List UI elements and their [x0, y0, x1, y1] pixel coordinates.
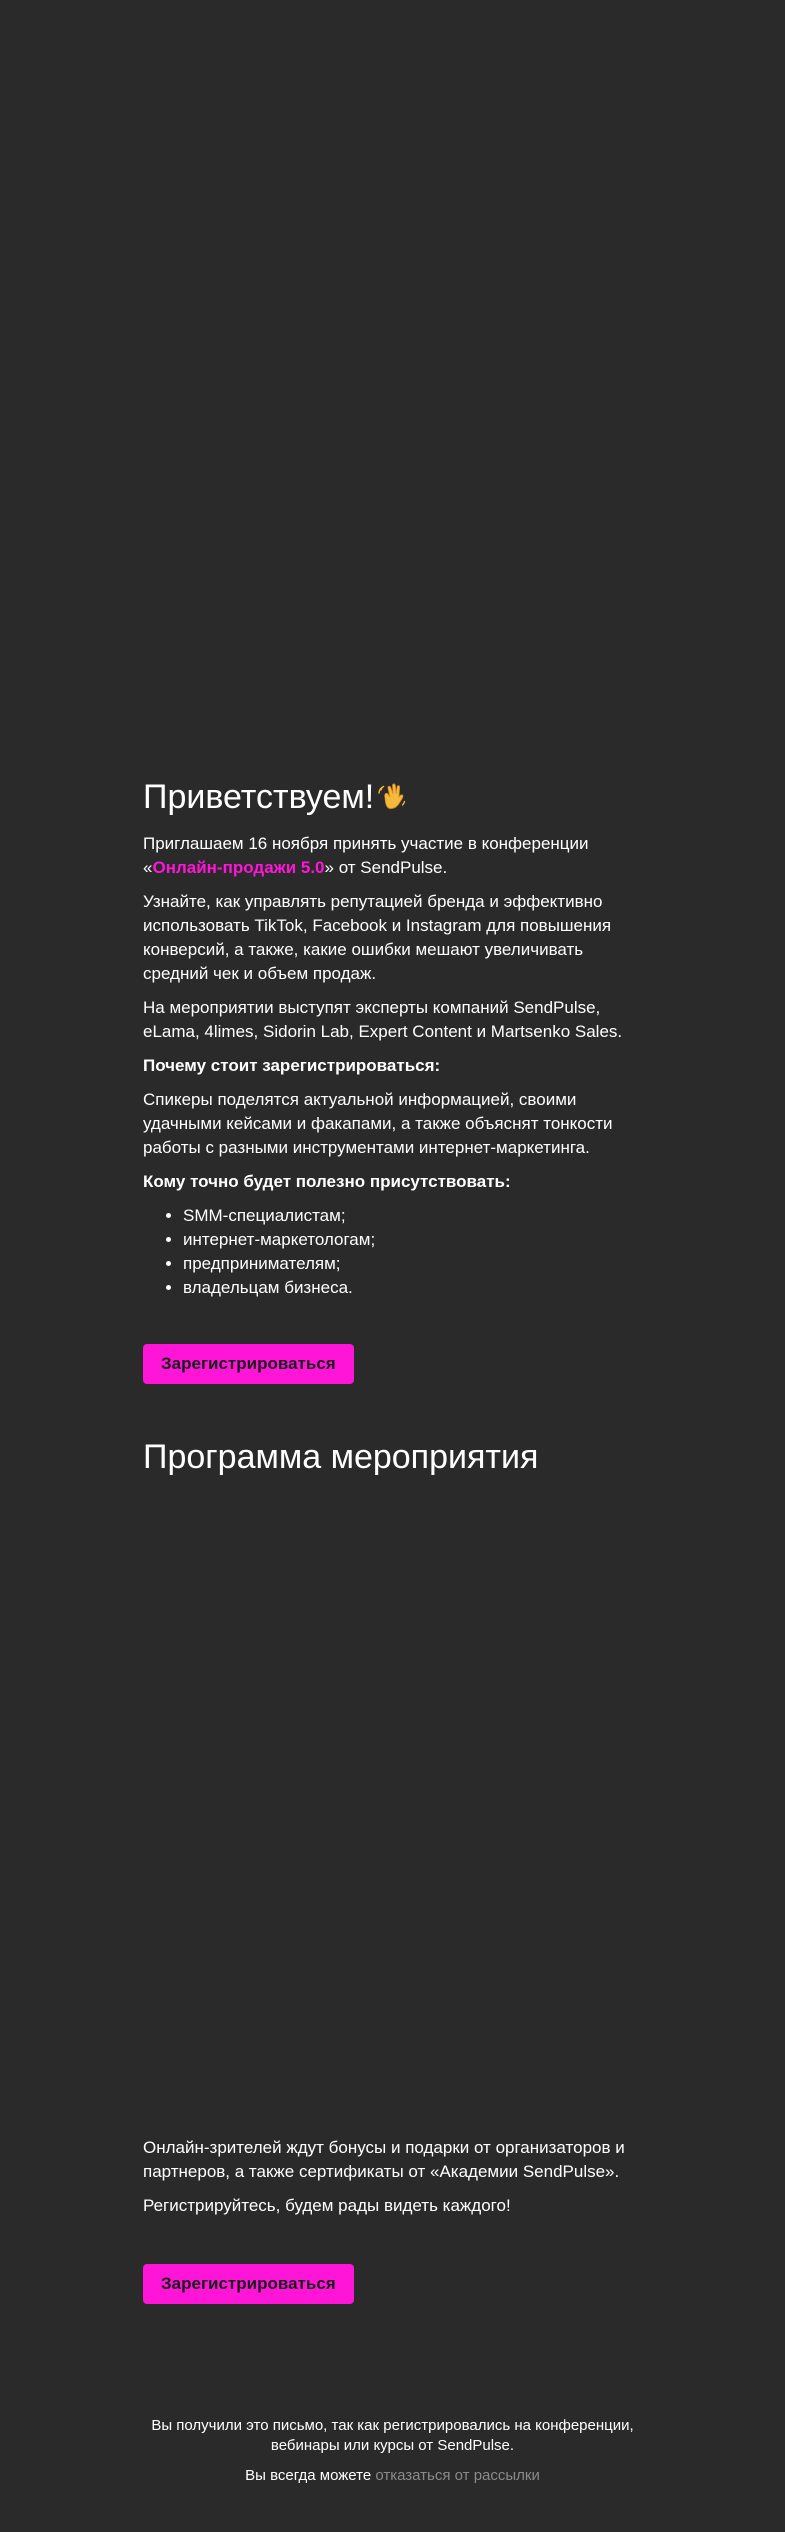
register-button[interactable]: Зарегистрироваться	[143, 1344, 354, 1384]
invitation-text-before: Приглашаем 16 ноября принять участие в конференции «	[143, 834, 589, 877]
footer-notice: Вы получили это письмо, так как регистрировались на конференции, вебинары или курсы от SendPulse.	[151, 2417, 634, 2454]
speakers-paragraph: На мероприятии выступят эксперты компаний SendPulse, eLama, 4limes, Sidorin Lab, Expert Content и Martsenko Sales.	[143, 998, 623, 1041]
intro-section	[143, 772, 653, 1300]
unsubscribe-link[interactable]: отказаться от рассылки	[375, 2467, 540, 2484]
why-register-heading: Почему стоит зарегистрироваться:	[143, 1056, 441, 1075]
unsubscribe-text: Вы всегда можете	[245, 2467, 376, 2484]
program-heading: Программа мероприятия	[143, 1438, 539, 1476]
list-item: • владельцам бизнеса.	[183, 1276, 653, 1300]
list-item: • интернет-маркетологам;	[183, 1228, 653, 1252]
list-item: • SMM-специалистам;	[183, 1204, 653, 1228]
invitation-text-after: » от SendPulse.	[324, 858, 448, 877]
audience-heading: Кому точно будет полезно присутствовать:	[143, 1172, 511, 1191]
program-image-area	[0, 1500, 785, 2120]
outro-section	[143, 2136, 653, 2228]
conference-link[interactable]: Онлайн-продажи 5.0	[152, 858, 325, 877]
list-item: • предпринимателям;	[183, 1252, 653, 1276]
why-register-text: Спикеры поделятся актуальной информацией, своими удачными кейсами и факапами, а также объяснят тонкости работы с разными инструментами интернет-маркетинга.	[143, 1090, 613, 1157]
register-button-bottom[interactable]: Зарегистрироваться	[143, 2264, 354, 2304]
unsubscribe-line	[120, 2466, 665, 2486]
waving-hand-icon	[376, 780, 408, 812]
learn-paragraph: Узнайте, как управлять репутацией бренда и эффективно использовать TikTok, Facebook и Instagram для повышения конверсий, а также, какие ошибки мешают увеличивать средний чек и объем продаж.	[143, 892, 612, 983]
audience-list	[143, 1204, 653, 1300]
closing-paragraph: Регистрируйтесь, будем рады видеть каждого!	[143, 2196, 511, 2215]
greeting-heading	[143, 772, 653, 822]
bonuses-paragraph: Онлайн-зрителей ждут бонусы и подарки от организаторов и партнеров, а также сертификаты от «Академии SendPulse».	[143, 2138, 625, 2181]
invitation-paragraph	[143, 832, 653, 880]
hero-image-area	[0, 0, 785, 760]
greeting-heading-text: Приветствуем!	[143, 778, 375, 816]
footer	[120, 2416, 665, 2496]
